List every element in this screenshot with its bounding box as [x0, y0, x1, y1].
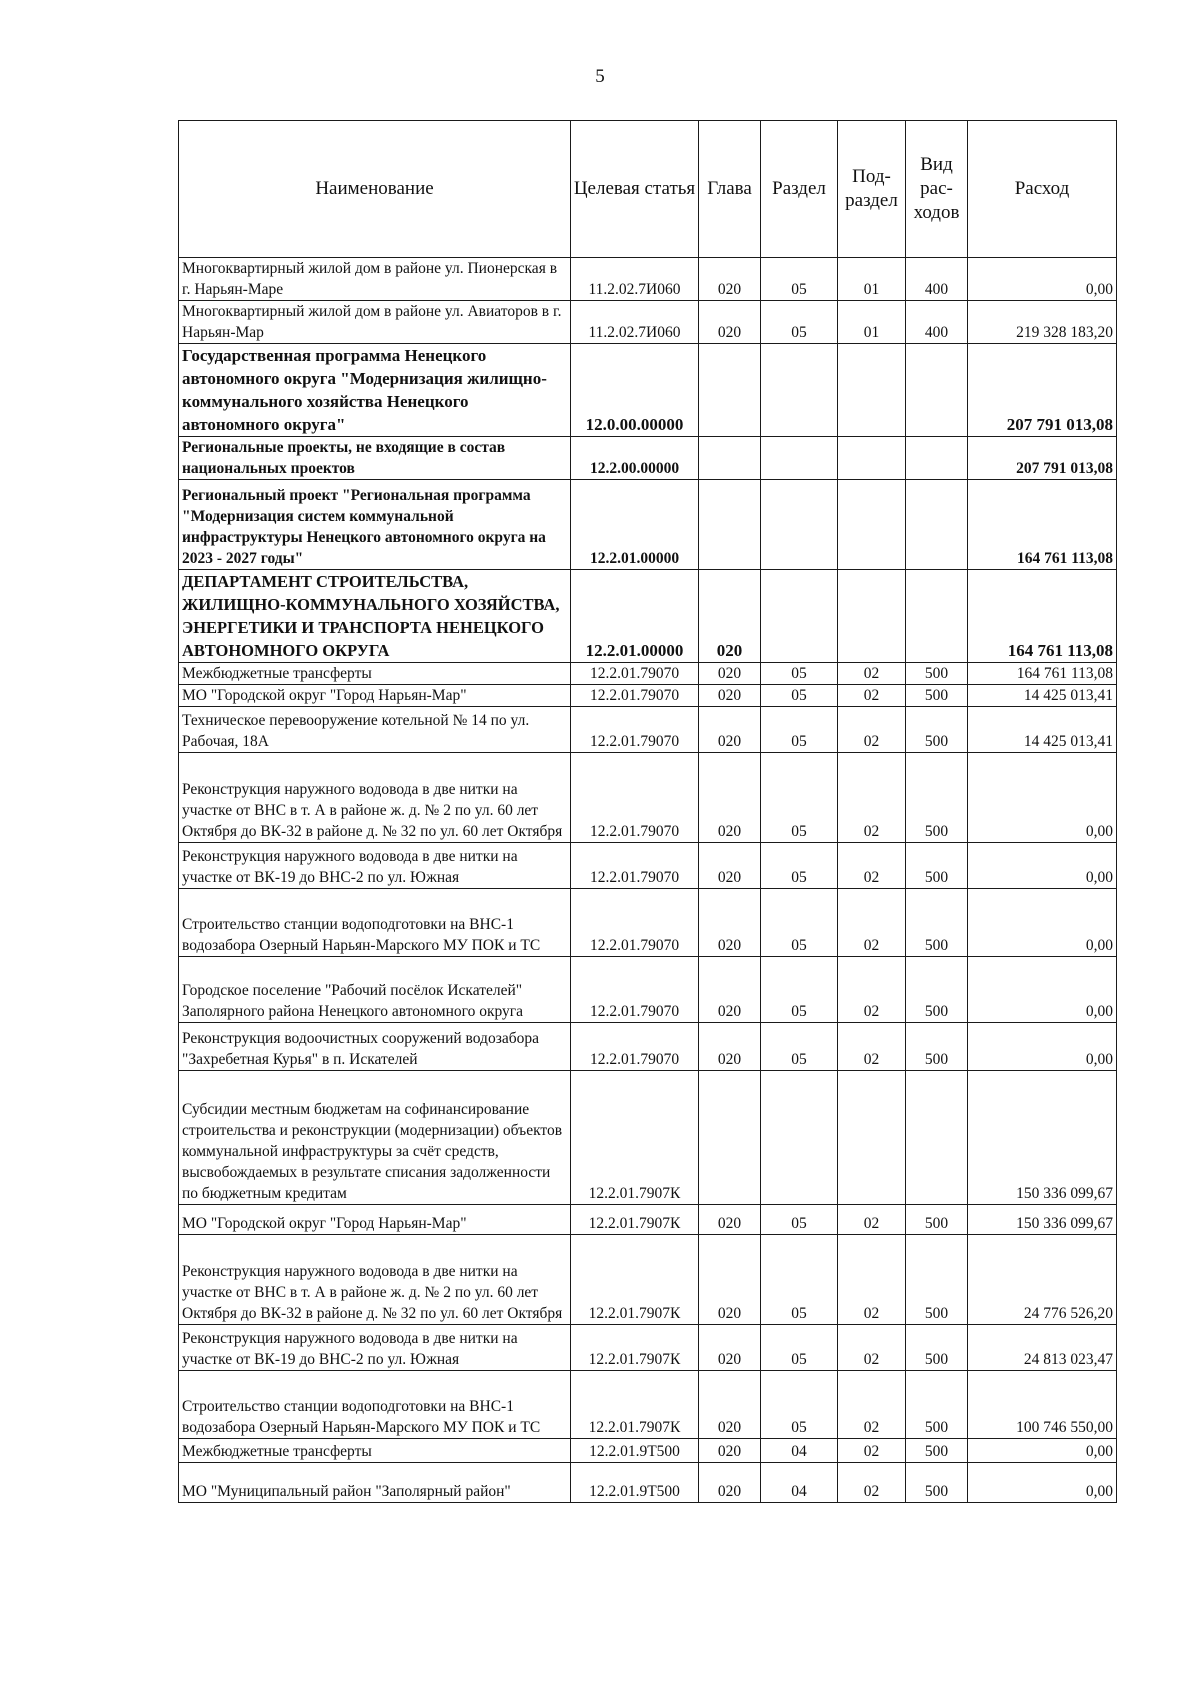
cell-subsection: 01 — [838, 258, 906, 301]
table-row — [179, 1371, 1117, 1439]
cell-subsection: 02 — [838, 1463, 906, 1503]
cell-kind: 500 — [906, 685, 968, 707]
cell-chapter: 020 — [699, 1205, 761, 1235]
cell-section: 05 — [761, 707, 838, 753]
cell-section: 04 — [761, 1463, 838, 1503]
cell-amount: 100 746 550,00 — [968, 1371, 1117, 1439]
cell-subsection: 02 — [838, 1205, 906, 1235]
cell-chapter: 020 — [699, 258, 761, 301]
cell-code: 11.2.02.7И060 — [571, 258, 699, 301]
cell-code: 12.2.01.7907К — [571, 1325, 699, 1371]
cell-kind: 500 — [906, 1325, 968, 1371]
cell-amount: 0,00 — [968, 957, 1117, 1023]
cell-chapter — [699, 480, 761, 570]
cell-chapter: 020 — [699, 707, 761, 753]
cell-amount: 0,00 — [968, 843, 1117, 889]
table-header-row — [179, 121, 1117, 258]
cell-kind — [906, 1071, 968, 1205]
cell-name: Строительство станции водоподготовки на ВНС-1 водозабора Озерный Нарьян-Марского МУ ПОК и ТС — [179, 889, 571, 957]
cell-code: 12.2.01.79070 — [571, 707, 699, 753]
table-row — [179, 843, 1117, 889]
cell-name: ДЕПАРТАМЕНТ СТРОИТЕЛЬСТВА, ЖИЛИЩНО-КОММУНАЛЬНОГО ХОЗЯЙСТВА, ЭНЕРГЕТИКИ И ТРАНСПОРТА НЕНЕЦКОГО АВТОНОМНОГО ОКРУГА — [179, 570, 571, 663]
cell-chapter: 020 — [699, 301, 761, 344]
cell-chapter: 020 — [699, 685, 761, 707]
cell-code: 12.2.01.7907К — [571, 1371, 699, 1439]
cell-section: 05 — [761, 957, 838, 1023]
cell-name: Городское поселение "Рабочий посёлок Искателей" Заполярного района Ненецкого автономного округа — [179, 957, 571, 1023]
cell-chapter: 020 — [699, 843, 761, 889]
cell-subsection: 02 — [838, 1235, 906, 1325]
cell-name: МО "Городской округ "Город Нарьян-Мар" — [179, 685, 571, 707]
cell-kind: 500 — [906, 1371, 968, 1439]
cell-amount: 14 425 013,41 — [968, 685, 1117, 707]
cell-code: 12.2.00.00000 — [571, 437, 699, 480]
cell-amount: 0,00 — [968, 1463, 1117, 1503]
cell-subsection — [838, 1071, 906, 1205]
table-row — [179, 437, 1117, 480]
cell-amount: 24 813 023,47 — [968, 1325, 1117, 1371]
cell-chapter: 020 — [699, 1463, 761, 1503]
page-number: 5 — [595, 66, 605, 87]
cell-kind: 500 — [906, 1463, 968, 1503]
cell-code: 12.2.01.79070 — [571, 843, 699, 889]
cell-name: Государственная программа Ненецкого автономного округа "Модернизация жилищно-коммунального хозяйства Ненецкого автономного округа" — [179, 344, 571, 437]
cell-amount: 164 761 113,08 — [968, 480, 1117, 570]
cell-amount: 150 336 099,67 — [968, 1205, 1117, 1235]
cell-kind: 500 — [906, 957, 968, 1023]
cell-code: 11.2.02.7И060 — [571, 301, 699, 344]
cell-section: 05 — [761, 1371, 838, 1439]
table-row — [179, 258, 1117, 301]
table-row — [179, 301, 1117, 344]
header-section: Раздел — [761, 121, 838, 258]
cell-chapter — [699, 344, 761, 437]
cell-kind — [906, 570, 968, 663]
table-row — [179, 344, 1117, 437]
budget-table — [178, 120, 1117, 1503]
cell-kind: 500 — [906, 843, 968, 889]
cell-section: 04 — [761, 1439, 838, 1463]
cell-section: 05 — [761, 1235, 838, 1325]
cell-code: 12.2.01.9Т500 — [571, 1463, 699, 1503]
cell-chapter — [699, 437, 761, 480]
cell-subsection — [838, 437, 906, 480]
cell-amount: 207 791 013,08 — [968, 344, 1117, 437]
table-row — [179, 1205, 1117, 1235]
cell-section: 05 — [761, 685, 838, 707]
cell-subsection: 02 — [838, 685, 906, 707]
cell-subsection: 02 — [838, 843, 906, 889]
cell-code: 12.2.01.79070 — [571, 685, 699, 707]
cell-code: 12.2.01.79070 — [571, 957, 699, 1023]
table-row — [179, 1325, 1117, 1371]
cell-section: 05 — [761, 1325, 838, 1371]
header-code: Целевая статья — [571, 121, 699, 258]
cell-section — [761, 480, 838, 570]
cell-subsection: 02 — [838, 1439, 906, 1463]
cell-kind: 500 — [906, 707, 968, 753]
cell-code: 12.2.01.79070 — [571, 889, 699, 957]
cell-chapter: 020 — [699, 889, 761, 957]
cell-chapter: 020 — [699, 1325, 761, 1371]
cell-kind: 500 — [906, 1439, 968, 1463]
cell-kind — [906, 480, 968, 570]
cell-chapter: 020 — [699, 957, 761, 1023]
cell-chapter: 020 — [699, 1371, 761, 1439]
cell-name: Региональные проекты, не входящие в состав национальных проектов — [179, 437, 571, 480]
cell-kind: 400 — [906, 301, 968, 344]
cell-subsection — [838, 344, 906, 437]
cell-name: Реконструкция водоочистных сооружений водозабора "Захребетная Курья" в п. Искателей — [179, 1023, 571, 1071]
table-row — [179, 1071, 1117, 1205]
cell-name: МО "Городской округ "Город Нарьян-Мар" — [179, 1205, 571, 1235]
cell-code: 12.2.01.79070 — [571, 1023, 699, 1071]
cell-code: 12.2.01.7907К — [571, 1205, 699, 1235]
cell-chapter: 020 — [699, 753, 761, 843]
cell-section: 05 — [761, 258, 838, 301]
cell-code: 12.2.01.00000 — [571, 480, 699, 570]
cell-subsection: 02 — [838, 1325, 906, 1371]
cell-name: Межбюджетные трансферты — [179, 1439, 571, 1463]
cell-name: Строительство станции водоподготовки на ВНС-1 водозабора Озерный Нарьян-Марского МУ ПОК и ТС — [179, 1371, 571, 1439]
cell-kind: 500 — [906, 1235, 968, 1325]
cell-amount: 150 336 099,67 — [968, 1071, 1117, 1205]
cell-section: 05 — [761, 843, 838, 889]
cell-amount: 14 425 013,41 — [968, 707, 1117, 753]
cell-section: 05 — [761, 301, 838, 344]
cell-section — [761, 570, 838, 663]
cell-code: 12.0.00.00000 — [571, 344, 699, 437]
table-row — [179, 685, 1117, 707]
cell-code: 12.2.01.7907К — [571, 1235, 699, 1325]
cell-kind — [906, 344, 968, 437]
cell-code: 12.2.01.79070 — [571, 663, 699, 685]
cell-name: МО "Муниципальный район "Заполярный район" — [179, 1463, 571, 1503]
cell-chapter: 020 — [699, 1235, 761, 1325]
cell-name: Региональный проект "Региональная программа "Модернизация систем коммунальной инфраструктуры Ненецкого автономного округа на 2023 - 2027 годы" — [179, 480, 571, 570]
cell-amount: 164 761 113,08 — [968, 663, 1117, 685]
cell-chapter — [699, 1071, 761, 1205]
header-name: Наименование — [179, 121, 571, 258]
cell-chapter: 020 — [699, 570, 761, 663]
table-row — [179, 1439, 1117, 1463]
cell-code: 12.2.01.7907К — [571, 1071, 699, 1205]
table-row — [179, 957, 1117, 1023]
table-row — [179, 1235, 1117, 1325]
cell-kind: 500 — [906, 1205, 968, 1235]
cell-section — [761, 344, 838, 437]
cell-subsection: 02 — [838, 753, 906, 843]
cell-subsection: 01 — [838, 301, 906, 344]
table-row — [179, 1463, 1117, 1503]
cell-kind: 400 — [906, 258, 968, 301]
header-subsection: Под-раздел — [838, 121, 906, 258]
cell-section: 05 — [761, 889, 838, 957]
header-amount: Расход — [968, 121, 1117, 258]
cell-amount: 207 791 013,08 — [968, 437, 1117, 480]
cell-chapter: 020 — [699, 1023, 761, 1071]
cell-chapter: 020 — [699, 663, 761, 685]
header-kind: Вид рас-ходов — [906, 121, 968, 258]
table-row — [179, 570, 1117, 663]
table-row — [179, 480, 1117, 570]
cell-subsection: 02 — [838, 663, 906, 685]
cell-subsection: 02 — [838, 707, 906, 753]
cell-subsection: 02 — [838, 889, 906, 957]
cell-section: 05 — [761, 663, 838, 685]
table-row — [179, 1023, 1117, 1071]
cell-kind: 500 — [906, 753, 968, 843]
cell-name: Реконструкция наружного водовода в две нитки на участке от ВНС в т. А в районе ж. д. № 2 по ул. 60 лет Октября до ВК-32 в районе д. № 32 по ул. 60 лет Октября — [179, 1235, 571, 1325]
cell-code: 12.2.01.00000 — [571, 570, 699, 663]
cell-kind — [906, 437, 968, 480]
table-row — [179, 663, 1117, 685]
table-row — [179, 889, 1117, 957]
cell-amount: 0,00 — [968, 1023, 1117, 1071]
cell-amount: 0,00 — [968, 258, 1117, 301]
table-row — [179, 707, 1117, 753]
cell-section — [761, 437, 838, 480]
cell-subsection: 02 — [838, 957, 906, 1023]
cell-name: Многоквартирный жилой дом в районе ул. Авиаторов в г. Нарьян-Мар — [179, 301, 571, 344]
cell-amount: 164 761 113,08 — [968, 570, 1117, 663]
cell-section: 05 — [761, 1205, 838, 1235]
table-row — [179, 753, 1117, 843]
cell-section — [761, 1071, 838, 1205]
cell-name: Техническое перевооружение котельной № 14 по ул. Рабочая, 18А — [179, 707, 571, 753]
cell-kind: 500 — [906, 663, 968, 685]
cell-code: 12.2.01.9Т500 — [571, 1439, 699, 1463]
cell-code: 12.2.01.79070 — [571, 753, 699, 843]
cell-name: Реконструкция наружного водовода в две нитки на участке от ВНС в т. А в районе ж. д. № 2 по ул. 60 лет Октября до ВК-32 в районе д. № 32 по ул. 60 лет Октября — [179, 753, 571, 843]
cell-subsection — [838, 570, 906, 663]
cell-name: Реконструкция наружного водовода в две нитки на участке от ВК-19 до ВНС-2 по ул. Южная — [179, 843, 571, 889]
cell-subsection — [838, 480, 906, 570]
cell-kind: 500 — [906, 1023, 968, 1071]
cell-name: Многоквартирный жилой дом в районе ул. Пионерская в г. Нарьян-Маре — [179, 258, 571, 301]
cell-amount: 0,00 — [968, 753, 1117, 843]
cell-amount: 24 776 526,20 — [968, 1235, 1117, 1325]
cell-subsection: 02 — [838, 1371, 906, 1439]
cell-section: 05 — [761, 753, 838, 843]
cell-name: Реконструкция наружного водовода в две нитки на участке от ВК-19 до ВНС-2 по ул. Южная — [179, 1325, 571, 1371]
cell-amount: 0,00 — [968, 1439, 1117, 1463]
cell-kind: 500 — [906, 889, 968, 957]
header-chapter: Глава — [699, 121, 761, 258]
cell-amount: 0,00 — [968, 889, 1117, 957]
cell-section: 05 — [761, 1023, 838, 1071]
cell-name: Межбюджетные трансферты — [179, 663, 571, 685]
cell-subsection: 02 — [838, 1023, 906, 1071]
cell-name: Субсидии местным бюджетам на софинансирование строительства и реконструкции (модернизации) объектов коммунальной инфраструктуры за счёт средств, высвобождаемых в результате списания задолженности по бюджетным кредитам — [179, 1071, 571, 1205]
cell-chapter: 020 — [699, 1439, 761, 1463]
cell-amount: 219 328 183,20 — [968, 301, 1117, 344]
